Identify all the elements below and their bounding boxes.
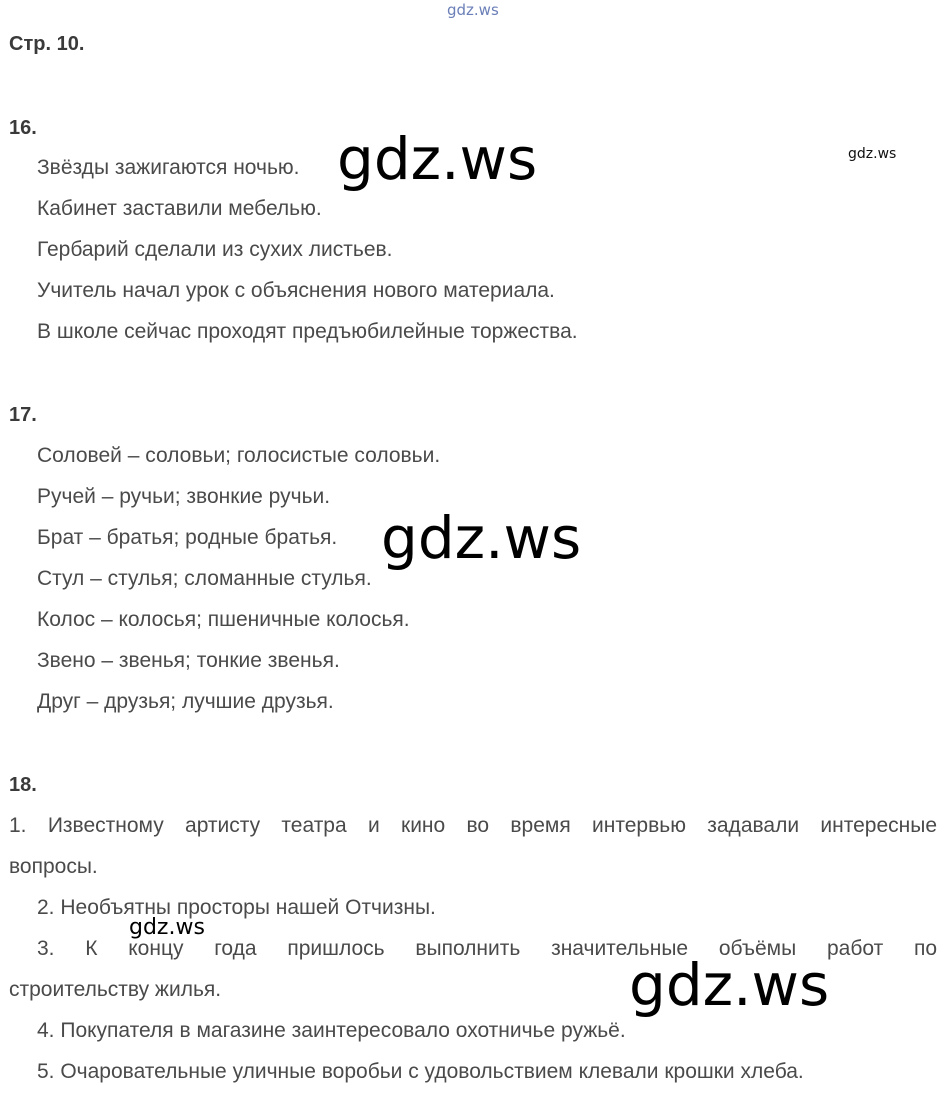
exercise-16-number: 16. (9, 117, 37, 139)
exercise-18-number: 18. (9, 774, 37, 796)
exercise-16-line-1: Звёзды зажигаются ночью. (37, 156, 300, 179)
exercise-18-item-1: 1. Известному артисту театра и кино во время интервью задавали интересные (9, 814, 937, 837)
watermark-large-1: gdz.ws (337, 125, 538, 193)
exercise-17-line-5: Колос – колосья; пшеничные колосья. (37, 608, 410, 631)
exercise-18-item-5: 5. Очаровательные уличные воробьи с удовольствием клевали крошки хлеба. (37, 1060, 804, 1083)
exercise-17-line-2: Ручей – ручьи; звонкие ручьи. (37, 485, 331, 508)
exercise-16-line-3: Гербарий сделали из сухих листьев. (37, 238, 393, 261)
exercise-17-line-1: Соловей – соловьи; голосистые соловьи. (37, 444, 441, 467)
exercise-17-line-3: Брат – братья; родные братья. (37, 526, 338, 549)
exercise-17-number: 17. (9, 404, 37, 426)
exercise-17-line-7: Друг – друзья; лучшие друзья. (37, 690, 334, 713)
watermark-large-3: gdz.ws (629, 951, 830, 1019)
exercise-18-item-3: 3. К концу года пришлось выполнить значительные объёмы работ по (37, 937, 937, 960)
exercise-18-item-2: 2. Необъятны просторы нашей Отчизны. (37, 896, 436, 919)
watermark-large-2: gdz.ws (381, 504, 582, 572)
watermark-small-right: gdz.ws (848, 146, 897, 162)
exercise-18-item-1-continued: вопросы. (9, 855, 98, 878)
exercise-16-line-4: Учитель начал урок с объяснения нового материала. (37, 279, 555, 302)
exercise-17-line-4: Стул – стулья; сломанные стулья. (37, 567, 372, 590)
exercise-16-line-5: В школе сейчас проходят предъюбилейные торжества. (37, 320, 578, 343)
exercise-18-item-4: 4. Покупателя в магазине заинтересовало охотничье ружьё. (37, 1019, 626, 1042)
exercise-18-item-3-continued: строительству жилья. (9, 978, 222, 1001)
watermark-small-left: gdz.ws (129, 915, 205, 940)
exercise-17-line-6: Звено – звенья; тонкие звенья. (37, 649, 340, 672)
watermark-top: gdz.ws (447, 1, 499, 19)
exercise-16-line-2: Кабинет заставили мебелью. (37, 197, 322, 220)
page-title: Стр. 10. (9, 33, 85, 55)
